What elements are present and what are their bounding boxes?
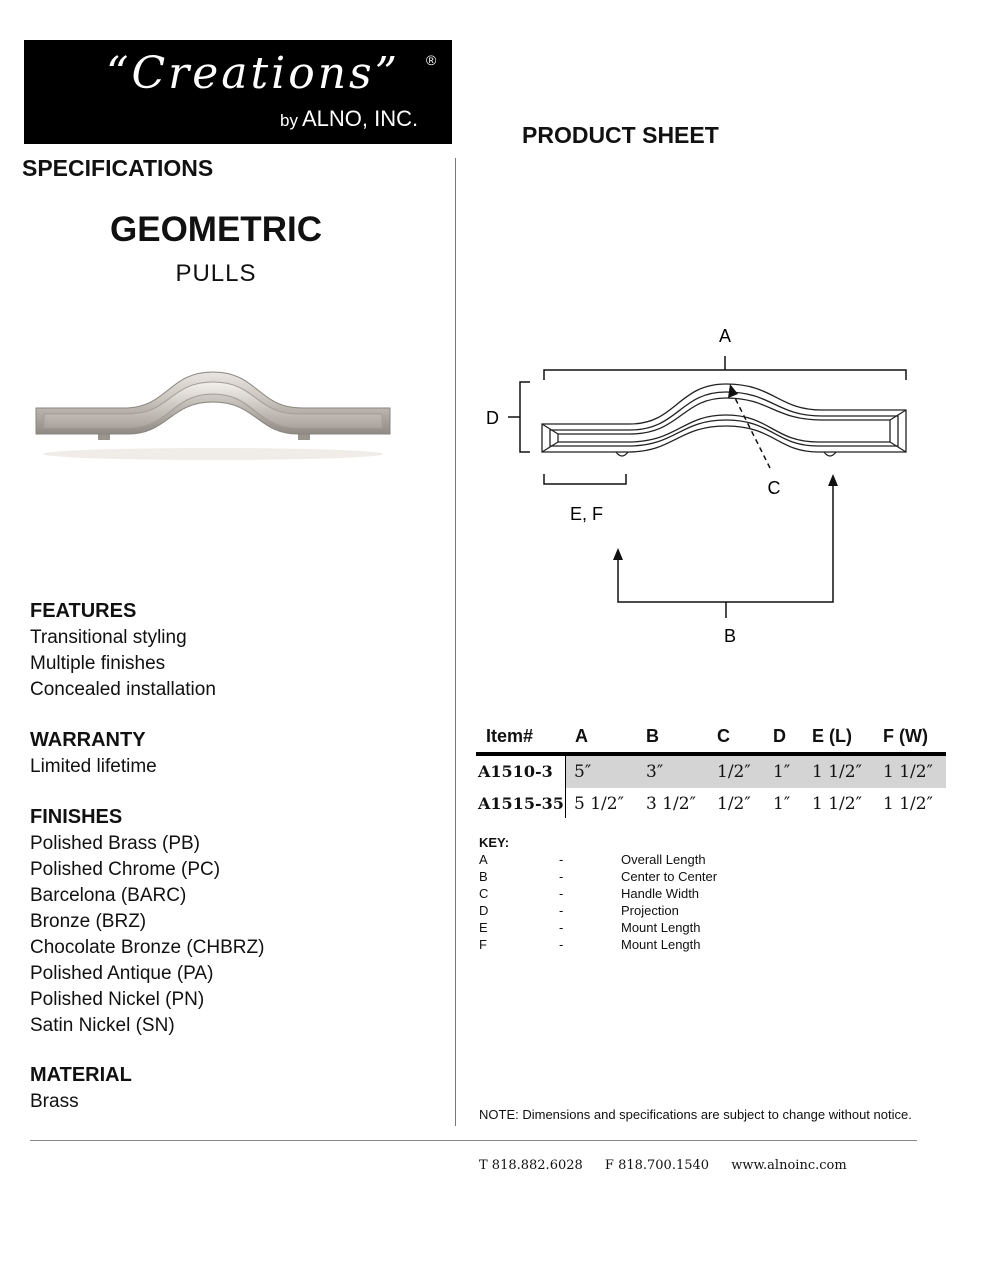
- features-list: [30, 625, 216, 703]
- brand-logo: [24, 40, 452, 144]
- key-row: [479, 903, 939, 920]
- key-letter: C: [479, 886, 489, 901]
- key-dash: -: [559, 920, 564, 935]
- dimension-a-line: [544, 370, 906, 380]
- logo-company: ALNO, INC.: [301, 106, 419, 131]
- key-letter: E: [479, 920, 488, 935]
- key-description: Mount Length: [621, 920, 701, 935]
- table-cell: 5″: [574, 762, 592, 782]
- key-description: Overall Length: [621, 852, 706, 867]
- label-d: D: [486, 408, 499, 428]
- key-description: Center to Center: [621, 869, 718, 884]
- label-c: C: [767, 478, 781, 498]
- material-list: [30, 1089, 79, 1115]
- features-title: FEATURES: [30, 600, 137, 622]
- spec-table: [476, 722, 946, 820]
- table-column-divider: [565, 756, 566, 818]
- feature-item: Multiple finishes: [30, 653, 166, 674]
- logo-byline: [280, 106, 418, 132]
- footer-divider: [30, 1140, 917, 1141]
- table-cell: A1515-35: [478, 794, 564, 813]
- dimension-diagram: [478, 322, 948, 652]
- warranty-title: WARRANTY: [30, 729, 146, 751]
- finish-item: Bronze (BRZ): [30, 911, 147, 932]
- key-letter: B: [479, 869, 488, 884]
- logo-by-word: by: [280, 111, 298, 130]
- table-header-d: D: [773, 726, 786, 746]
- feature-item: Transitional styling: [30, 627, 187, 648]
- key-row: [479, 937, 939, 954]
- key-dash: -: [559, 937, 564, 952]
- key-letter: A: [479, 852, 488, 867]
- table-row: [476, 756, 946, 788]
- table-cell: 1 1/2″: [883, 794, 933, 814]
- finish-item: Polished Chrome (PC): [30, 859, 221, 880]
- key-dash: -: [559, 852, 564, 867]
- table-cell: 3 1/2″: [646, 794, 696, 814]
- table-cell: 3″: [646, 762, 664, 782]
- key-title: KEY:: [479, 835, 510, 850]
- pull-outline: [542, 384, 906, 456]
- table-header-e: E (L): [812, 726, 852, 746]
- table-header-item: Item#: [486, 726, 534, 746]
- material-item: Brass: [30, 1091, 79, 1112]
- table-cell: 1 1/2″: [812, 794, 862, 814]
- specifications-heading: SPECIFICATIONS: [22, 155, 214, 181]
- table-cell: 1/2″: [717, 762, 751, 782]
- key-row: [479, 852, 939, 869]
- label-b: B: [723, 626, 737, 646]
- key-description: Mount Length: [621, 937, 701, 952]
- table-cell: 1″: [773, 762, 791, 782]
- vertical-divider: [455, 158, 456, 1126]
- table-cell: 1″: [773, 794, 791, 814]
- footer-phone: T 818.882.6028: [479, 1158, 583, 1173]
- logo-script-text: “Creations”: [106, 48, 401, 99]
- product-sheet-heading: PRODUCT SHEET: [522, 122, 719, 148]
- warranty-list: [30, 754, 157, 780]
- table-cell: 5 1/2″: [574, 794, 624, 814]
- key-description: Handle Width: [621, 886, 700, 901]
- table-cell: 1 1/2″: [883, 762, 933, 782]
- table-cell: 1 1/2″: [812, 762, 862, 782]
- finish-item: Chocolate Bronze (CHBRZ): [30, 937, 265, 958]
- product-name: GEOMETRIC: [110, 210, 322, 249]
- key-letter: D: [479, 903, 489, 918]
- key-letter: F: [479, 937, 487, 952]
- product-photo: [28, 362, 398, 466]
- finish-item: Satin Nickel (SN): [30, 1015, 175, 1036]
- key-row: [479, 869, 939, 886]
- dimension-b-line: [618, 480, 833, 602]
- disclaimer-note: NOTE: Dimensions and specifications are subject to change without notice.: [479, 1107, 912, 1122]
- key-dash: -: [559, 869, 564, 884]
- contact-footer: [479, 1158, 865, 1173]
- finishes-title: FINISHES: [30, 806, 123, 828]
- finishes-list: [30, 831, 264, 1039]
- warranty-item: Limited lifetime: [30, 756, 157, 777]
- key-row: [479, 920, 939, 937]
- key-dash: -: [559, 886, 564, 901]
- table-header-row: [476, 722, 946, 756]
- feature-item: Concealed installation: [30, 679, 216, 700]
- table-header-a: A: [575, 726, 588, 746]
- label-a: A: [718, 326, 732, 346]
- label-ef: E, F: [570, 504, 604, 524]
- footer-fax: F 818.700.1540: [604, 1158, 710, 1173]
- table-cell: A1510-3: [478, 762, 553, 781]
- key-description: Projection: [621, 903, 679, 918]
- table-cell: 1/2″: [717, 794, 751, 814]
- material-title: MATERIAL: [30, 1064, 132, 1086]
- dimension-d-line: [520, 382, 530, 452]
- finish-item: Polished Antique (PA): [30, 963, 214, 984]
- table-header-b: B: [646, 726, 659, 746]
- finish-item: Polished Nickel (PN): [30, 989, 205, 1010]
- finish-item: Barcelona (BARC): [30, 885, 187, 906]
- table-header-c: C: [717, 726, 730, 746]
- finish-item: Polished Brass (PB): [30, 833, 201, 854]
- dimension-ef-line: [544, 474, 626, 484]
- key-row: [479, 886, 939, 903]
- registered-mark: ®: [426, 52, 437, 68]
- table-row: [476, 788, 946, 820]
- table-header-f: F (W): [883, 726, 928, 746]
- product-type: PULLS: [175, 260, 257, 287]
- footer-website-link[interactable]: www.alnoinc.com: [731, 1158, 847, 1173]
- dimension-key: [479, 835, 939, 954]
- key-dash: -: [559, 903, 564, 918]
